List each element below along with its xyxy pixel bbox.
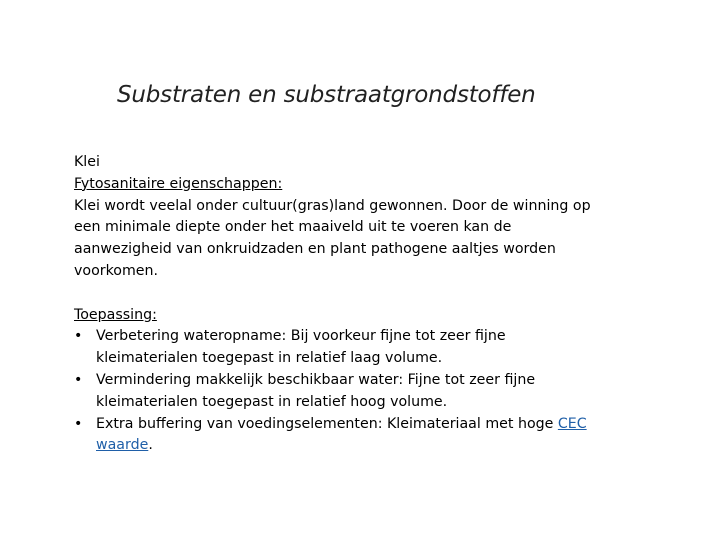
list-item: [74, 326, 594, 370]
paragraph-spacer: [74, 283, 594, 305]
list-item-text: Vermindering makkelijk beschikbaar water: Fijne tot zeer fijne kleimaterialen toegepast in relatief hoog volume.: [96, 371, 536, 410]
heading-klei: Klei: [74, 154, 100, 170]
section-fytosanitaire-title: Fytosanitaire eigenschappen:: [74, 175, 283, 192]
bullet-icon: •: [74, 328, 83, 345]
section-fytosanitaire-text: Klei wordt veelal onder cultuur(gras)land gewonnen. Door de winning op een minimale diepte onder het maaiveld uit te voeren kan de aanwezigheid van onkruidzaden en plant pathogene aaltjes worden voorkomen.: [74, 197, 591, 279]
list-item: [74, 414, 594, 458]
list-item-period: .: [148, 437, 153, 454]
bullet-icon: •: [74, 371, 83, 388]
toepassing-list: [74, 326, 594, 457]
bullet-icon: •: [74, 415, 83, 432]
list-item-text: Extra buffering van voedingselementen: Kleimateriaal met hoge: [96, 415, 554, 432]
slide-title: Substraten en substraatgrondstoffen: [117, 82, 536, 108]
list-item: [74, 370, 594, 414]
section-toepassing-title: Toepassing:: [74, 306, 157, 323]
slide-body: [74, 152, 594, 457]
cec-waarde-link[interactable]: CEC waarde: [96, 415, 587, 454]
list-item-text: Verbetering wateropname: Bij voorkeur fijne tot zeer fijne kleimaterialen toegepast in relatief laag volume.: [96, 328, 506, 367]
